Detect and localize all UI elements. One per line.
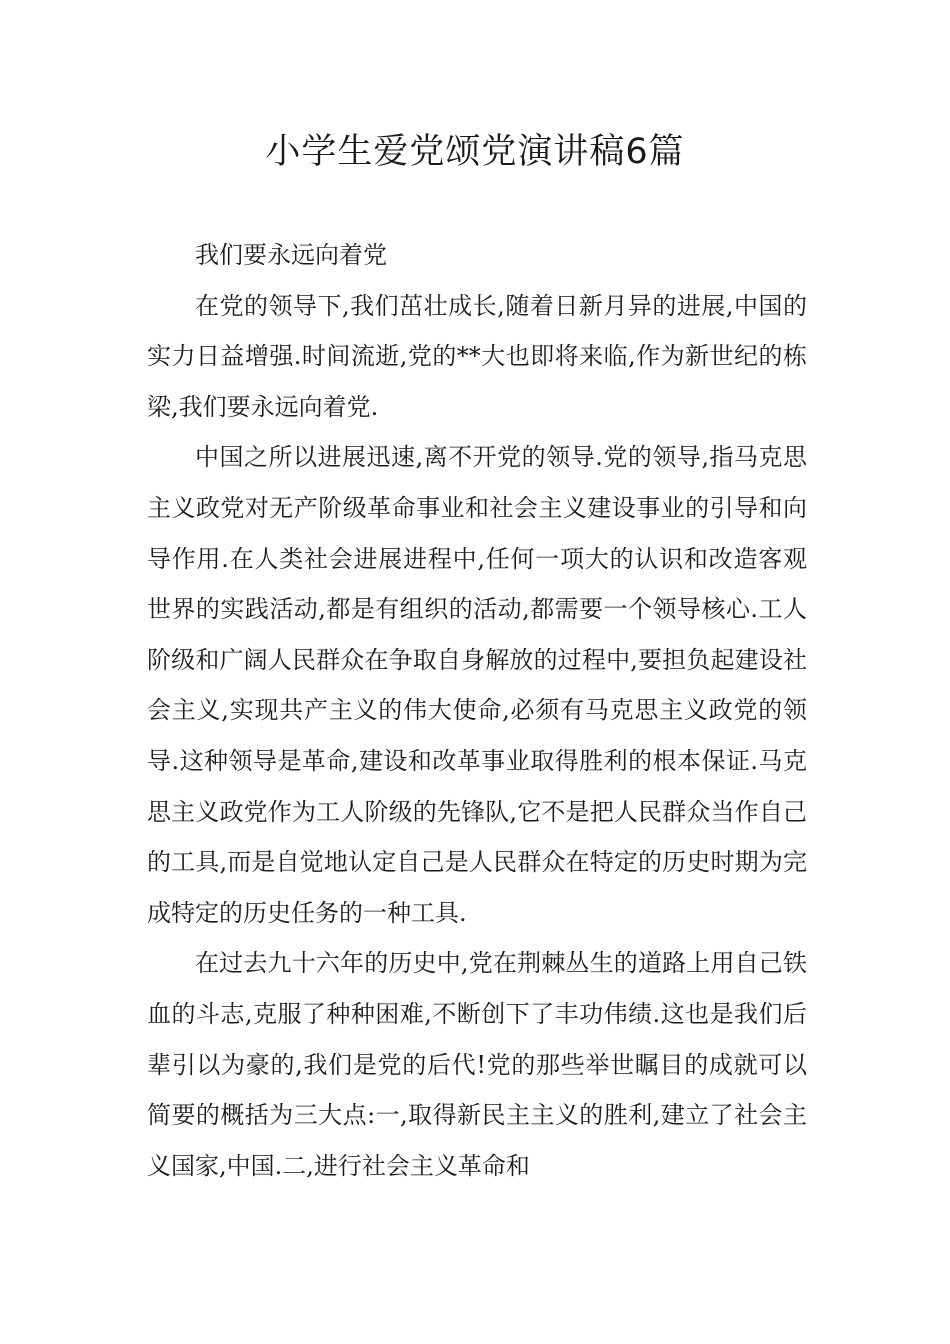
paragraph: 中国之所以进展迅速,离不开党的领导.党的领导,指马克思主义政党对无产阶级革命事业和社会主义建设事业的引导和向导作用.在人类社会进展进程中,任何一项大的认识和改造客观世界的实践活动,都是有组织的活动,都需要一个领导核心.工人阶级和广阔人民群众在争取自身解放的过程中,要担负起建设社会主义,实现共产主义的伟大使命,必须有马克思主义政党的领导.这种领导是革命,建设和改革事业取得胜利的根本保证.马克思主义政党作为工人阶级的先锋队,它不是把人民群众当作自己的工具,而是自觉地认定自己是人民群众在特定的历史时期为完成特定的历史任务的一种工具. (147, 443, 807, 927)
paragraph-subtitle: 我们要永远向着党 (195, 241, 387, 269)
paragraph: 在党的领导下,我们茁壮成长,随着日新月异的进展,中国的实力日益增强.时间流逝,党的**大也即将来临,作为新世纪的栋梁,我们要永远向着党. (147, 291, 807, 421)
paragraph: 在过去九十六年的历史中,党在荆棘丛生的道路上用自己铁血的斗志,克服了种种困难,不断创下了丰功伟绩.这也是我们后辈引以为豪的,我们是党的后代!党的那些举世瞩目的成就可以简要的概括为三大点:一,取得新民主主义的胜利,建立了社会主义国家,中国.二,进行社会主义革命和 (147, 949, 807, 1180)
document-body (147, 230, 807, 1191)
document-title: 小学生爱党颂党演讲稿6篇 (265, 132, 685, 172)
